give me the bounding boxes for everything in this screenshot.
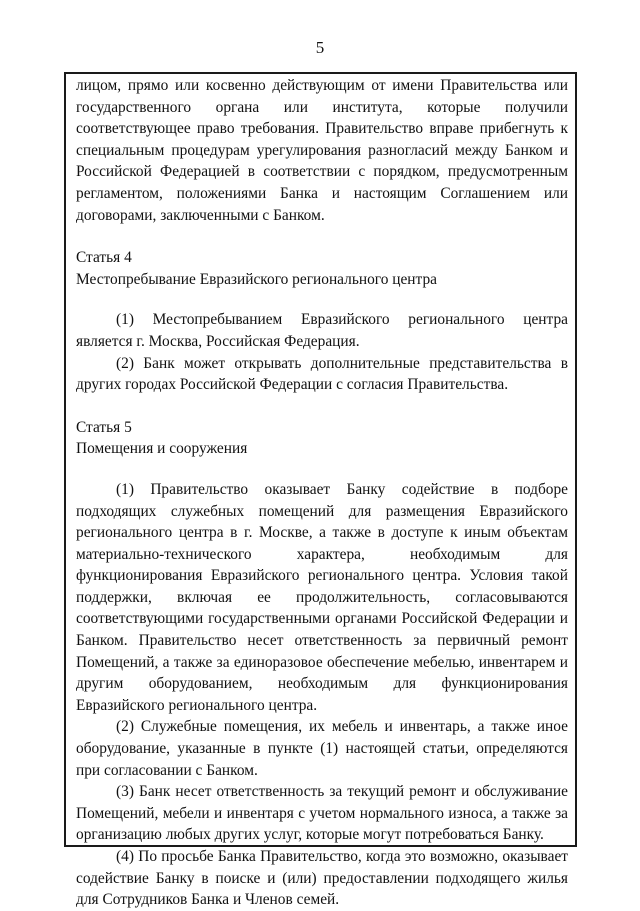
spacer	[76, 290, 568, 309]
spacer	[76, 460, 568, 479]
article-5-number: Статья 5	[76, 418, 132, 436]
article-4-title: Местопребывание Евразийского регионального центра	[76, 270, 437, 288]
article-5-paragraph-2: (2) Служебные помещения, их мебель и инвентарь, а также иное оборудование, указанные в пункте (1) настоящей статьи, определяются при согласовании с Банком.	[76, 718, 568, 779]
spacer	[76, 226, 568, 247]
article-4-paragraph-2: (2) Банк может открывать дополнительные представительства в других городах Российской Федерации с согласия Правительства.	[76, 354, 568, 394]
article-4-number: Статья 4	[76, 249, 132, 267]
intro-paragraph: лицом, прямо или косвенно действующим от имени Правительства или государственного органа или института, которые получили соответствующее право требования. Правительство вправе прибегнуть к специальным процедурам урегулирования разногласий между Банком и Российской Федерацией в соответствии с порядком, предусмотренным регламентом, положениями Банка и настоящим Соглашением или договорами, заключенными с Банком.	[76, 77, 568, 224]
article-5-paragraph-3: (3) Банк несет ответственность за текущий ремонт и обслуживание Помещений, мебели и инвентаря с учетом нормального износа, а также за организацию любых других услуг, которые могут потребоваться Банку.	[76, 783, 568, 844]
spacer	[76, 396, 568, 417]
article-5-paragraph-4: (4) По просьбе Банка Правительство, когда это возможно, оказывает содействие Банку в поиске и (или) предоставлении подходящего жилья для Сотрудников Банка и Членов семей.	[76, 848, 568, 909]
document-body	[76, 75, 568, 911]
article-5-title: Помещения и сооружения	[76, 440, 248, 458]
page-number: 5	[315, 38, 325, 57]
article-5-paragraph-1: (1) Правительство оказывает Банку содействие в подборе подходящих служебных помещений для размещения Евразийского регионального центра в г. Москве, а также в доступе к иным объектам материально-технического характера, необходимым для функционирования Евразийского регионального центра. Условия такой поддержки, включая ее продолжительность, согласовываются соответствующими государственными органами Российской Федерации и Банком. Правительство несет ответственность за первичный ремонт Помещений, а также за единоразовое обеспечение мебелью, инвентарем и другим оборудованием, необходимым для функционирования Евразийского регионального центра.	[76, 480, 568, 714]
article-4-paragraph-1: (1) Местопребыванием Евразийского регионального центра является г. Москва, Российская Федерация.	[76, 311, 568, 350]
